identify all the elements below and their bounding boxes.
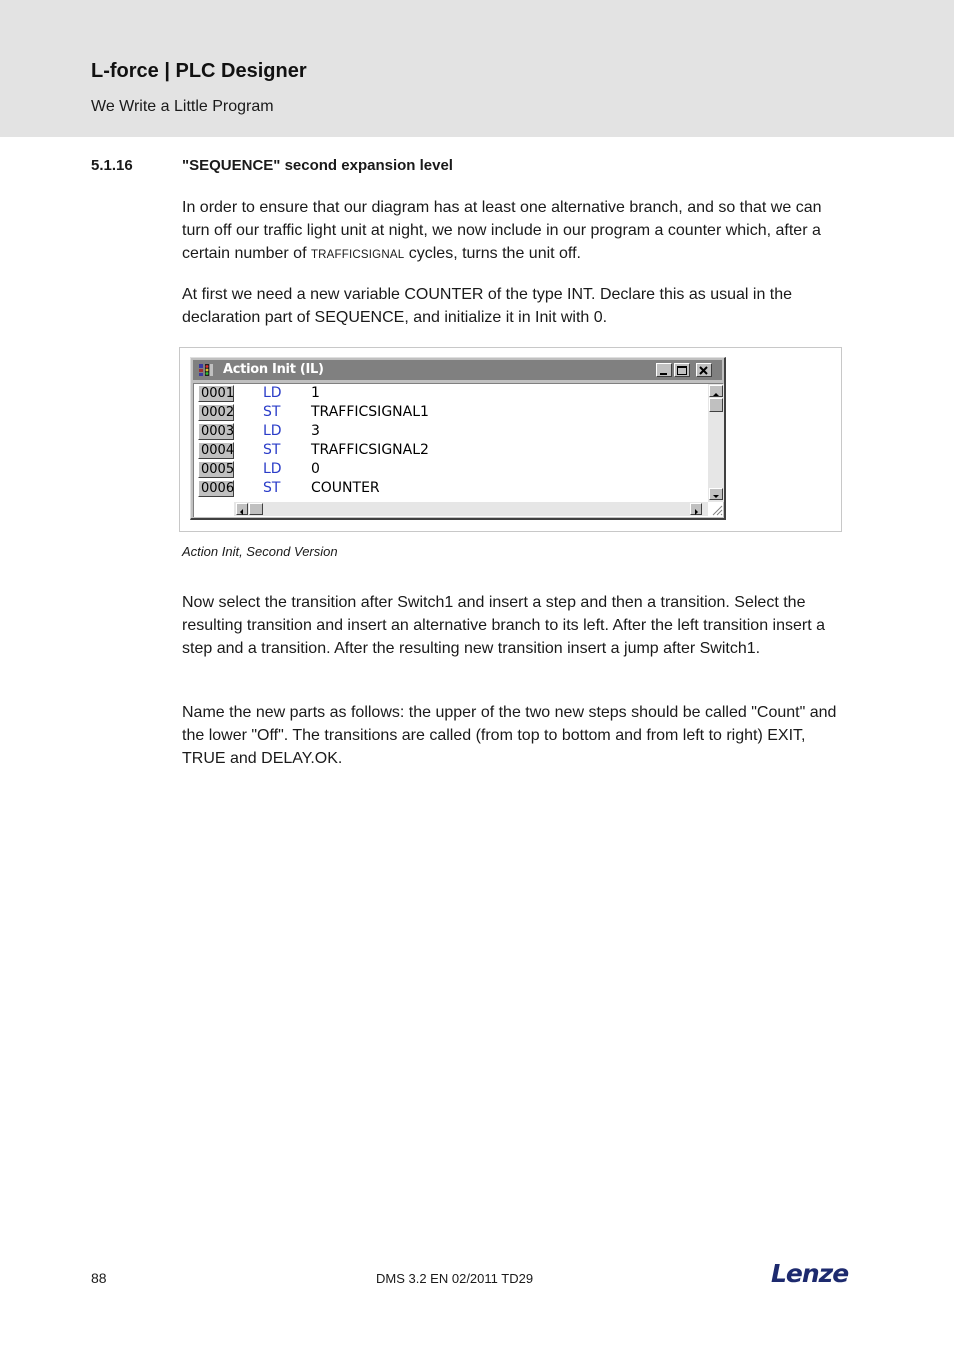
scroll-thumb[interactable] <box>709 398 723 412</box>
resize-grip-icon[interactable] <box>710 503 724 517</box>
instruction-operand: 3 <box>311 423 320 439</box>
code-line[interactable] <box>196 384 706 403</box>
scroll-up-button[interactable] <box>709 385 723 397</box>
instruction-operator: ST <box>263 404 281 420</box>
scroll-down-button[interactable] <box>709 488 723 500</box>
paragraph-intro-start: In order to ensure that our diagram has at least one alternative branch, and so that we can turn off our traffic light unit at night, we now include in our program a counter which, after a certain number of <box>182 199 822 262</box>
paragraph-intro-end: cycles, turns the unit off. <box>404 245 581 262</box>
page-header <box>0 0 954 137</box>
maximize-icon <box>675 365 689 377</box>
paragraph-counter: At first we need a new variable COUNTER of the type INT. Declare this as usual in the declaration part of SEQUENCE, and initialize it in Init with 0. <box>182 286 793 326</box>
instruction-operand: TRAFFICSIGNAL2 <box>311 442 429 458</box>
code-line[interactable] <box>196 460 706 479</box>
code-editor[interactable] <box>193 383 723 517</box>
arrow-left-icon <box>237 507 247 517</box>
trafficsignal-term: TRAFFICSIGNAL <box>310 249 405 261</box>
instruction-operand: COUNTER <box>311 480 380 496</box>
paragraph-intro <box>182 196 847 267</box>
paragraph-naming: Name the new parts as follows: the upper of the two new steps should be called "Count" and the lower "Off". The transitions are called (from top to bottom and from left to right) EXIT, TRUE and DELAY.OK. <box>182 704 837 767</box>
instruction-operand: 0 <box>311 461 320 477</box>
document-title: L-force | PLC Designer <box>91 60 307 82</box>
line-number: 0003 <box>198 423 234 440</box>
horizontal-scrollbar[interactable] <box>234 502 708 516</box>
instruction-operand: TRAFFICSIGNAL1 <box>311 404 429 420</box>
minimize-button[interactable] <box>656 363 672 377</box>
arrow-right-icon <box>691 507 701 517</box>
page-number: 88 <box>91 1270 107 1286</box>
lenze-logo: Lenze <box>771 1259 849 1288</box>
arrow-down-icon <box>710 492 722 502</box>
line-number: 0004 <box>198 442 234 459</box>
section-number: 5.1.16 <box>91 157 133 174</box>
scroll-left-button[interactable] <box>236 503 248 515</box>
line-number: 0001 <box>198 385 234 402</box>
document-id: DMS 3.2 EN 02/2011 TD29 <box>376 1271 534 1286</box>
close-button[interactable] <box>696 363 712 377</box>
horizontal-scroll-thumb[interactable] <box>249 503 263 515</box>
figure-caption: Action Init, Second Version <box>182 544 338 559</box>
line-number: 0005 <box>198 461 234 478</box>
instruction-operator: LD <box>263 385 282 401</box>
maximize-button[interactable] <box>674 363 690 377</box>
instruction-operator: LD <box>263 461 282 477</box>
code-line[interactable] <box>196 422 706 441</box>
line-number: 0002 <box>198 404 234 421</box>
line-number: 0006 <box>198 480 234 497</box>
window-title: Action Init (IL) <box>223 362 324 377</box>
action-init-window[interactable] <box>190 357 726 520</box>
instruction-operator: ST <box>263 442 281 458</box>
document-subtitle: We Write a Little Program <box>91 98 274 115</box>
action-icon <box>198 363 214 377</box>
section-title: "SEQUENCE" second expansion level <box>182 157 453 174</box>
minimize-icon <box>657 365 671 377</box>
code-line[interactable] <box>196 479 706 498</box>
vertical-scrollbar[interactable] <box>708 384 724 502</box>
window-title-bar[interactable] <box>193 360 722 380</box>
paragraph-transition-steps: Now select the transition after Switch1 and insert a step and then a transition. Select the resulting transition and insert an alternative branch to its left. After the left transition insert a step and a transition. After the resulting new transition insert a jump after Switch1. <box>182 594 826 657</box>
scroll-right-button[interactable] <box>690 503 702 515</box>
code-line[interactable] <box>196 403 706 422</box>
close-icon <box>697 365 711 377</box>
instruction-operand: 1 <box>311 385 320 401</box>
instruction-operator: LD <box>263 423 282 439</box>
instruction-operator: ST <box>263 480 281 496</box>
code-line[interactable] <box>196 441 706 460</box>
